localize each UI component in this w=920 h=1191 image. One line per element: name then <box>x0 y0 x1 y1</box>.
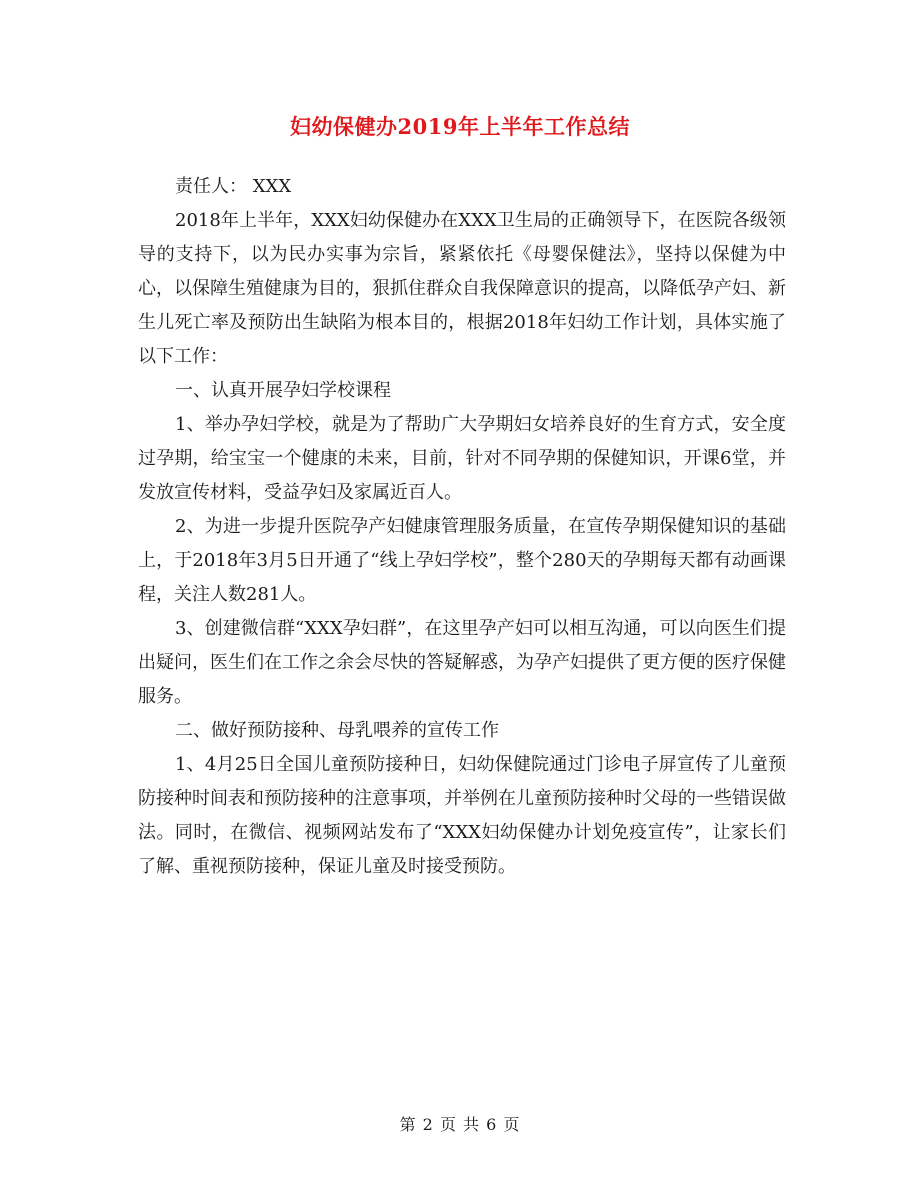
paragraph-1-2: 2、为进一步提升医院孕产妇健康管理服务质量，在宣传孕期保健知识的基础上，于2018年3月5日开通了“线上孕妇学校”，整个280天的孕期每天都有动画课程，关注人数281人。 <box>138 516 786 605</box>
paragraph-1-3: 3、创建微信群“XXX孕妇群”，在这里孕产妇可以相互沟通，可以向医生们提出疑问，医生们在工作之余会尽快的答疑解惑，为孕产妇提供了更方便的医疗保健服务。 <box>138 618 786 707</box>
page-footer: 第 2 页 共 6 页 <box>399 1115 521 1134</box>
responsible-person-line: 责任人： XXX <box>175 176 292 197</box>
paragraph-1-1: 1、举办孕妇学校，就是为了帮助广大孕期妇女培养良好的生育方式，安全度过孕期，给宝宝一个健康的未来，目前，针对不同孕期的保健知识，开课6堂，并发放宣传材料，受益孕妇及家属近百人。 <box>138 414 786 503</box>
intro-paragraph: 2018年上半年，XXX妇幼保健办在XXX卫生局的正确领导下，在医院各级领导的支持下，以为民办实事为宗旨，紧紧依托《母婴保健法》，坚持以保健为中心，以保障生殖健康为目的，狠抓住群众自我保障意识的提高，以降低孕产妇、新生儿死亡率及预防出生缺陷为根本目的，根据2018年妇幼工作计划，具体实施了以下工作： <box>138 210 786 367</box>
document-body <box>138 170 786 884</box>
section-heading-2: 二、做好预防接种、母乳喂养的宣传工作 <box>175 720 499 741</box>
document-title: 妇幼保健办2019年上半年工作总结 <box>290 114 630 139</box>
paragraph-2-1: 1、4月25日全国儿童预防接种日，妇幼保健院通过门诊电子屏宣传了儿童预防接种时间表和预防接种的注意事项，并举例在儿童预防接种时父母的一些错误做法。同时，在微信、视频网站发布了“XXX妇幼保健办计划免疫宣传”，让家长们了解、重视预防接种，保证儿童及时接受预防。 <box>138 754 786 877</box>
section-heading-1: 一、认真开展孕妇学校课程 <box>175 380 391 401</box>
